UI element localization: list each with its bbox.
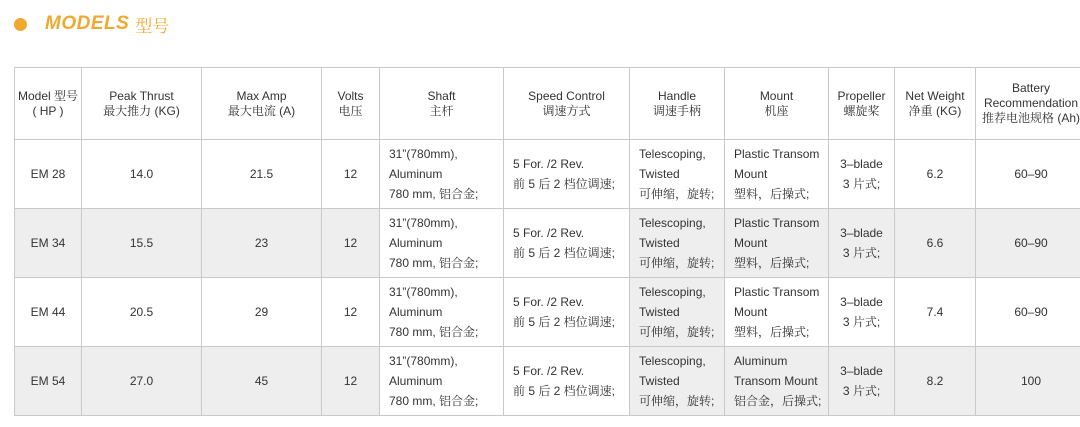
- cell-speed-control: 5 For. /2 Rev. 前 5 后 2 档位调速;: [504, 140, 630, 209]
- cell-max-amp: 29: [202, 278, 322, 347]
- cell-mount: Plastic Transom Mount 塑料，后操式;: [725, 140, 829, 209]
- cell-volts: 12: [322, 140, 380, 209]
- cell-peak-thrust: 20.5: [82, 278, 202, 347]
- cell-peak-thrust: 15.5: [82, 209, 202, 278]
- cell-battery: 100: [976, 347, 1080, 416]
- cell-volts: 12: [322, 347, 380, 416]
- cell-battery: 60–90: [976, 209, 1080, 278]
- col-header-speed-control: Speed Control 调速方式: [504, 68, 630, 140]
- col-header-peak-thrust: Peak Thrust 最大推力 (KG): [82, 68, 202, 140]
- section-heading: [14, 12, 169, 36]
- cell-volts: 12: [322, 278, 380, 347]
- cell-shaft: 31”(780mm), Aluminum 780 mm, 铝合金;: [380, 209, 504, 278]
- cell-shaft: 31”(780mm), Aluminum 780 mm, 铝合金;: [380, 140, 504, 209]
- col-header-model: Model 型号 ( HP ): [15, 68, 82, 140]
- heading-title-en: MODELS: [45, 13, 130, 34]
- cell-max-amp: 23: [202, 209, 322, 278]
- cell-propeller: 3–blade 3 片式;: [829, 209, 895, 278]
- cell-mount: Plastic Transom Mount 塑料，后操式;: [725, 209, 829, 278]
- models-spec-table: [14, 67, 1080, 416]
- cell-battery: 60–90: [976, 140, 1080, 209]
- cell-net-weight: 6.2: [895, 140, 976, 209]
- col-header-max-amp: Max Amp 最大电流 (A): [202, 68, 322, 140]
- col-header-handle: Handle 调速手柄: [630, 68, 725, 140]
- table-header-row: [15, 68, 1080, 140]
- cell-propeller: 3–blade 3 片式;: [829, 140, 895, 209]
- cell-volts: 12: [322, 209, 380, 278]
- cell-net-weight: 8.2: [895, 347, 976, 416]
- cell-peak-thrust: 27.0: [82, 347, 202, 416]
- table-row: [15, 140, 1080, 209]
- cell-mount: Aluminum Transom Mount 铝合金，后操式;: [725, 347, 829, 416]
- col-header-volts: Volts 电压: [322, 68, 380, 140]
- cell-speed-control: 5 For. /2 Rev. 前 5 后 2 档位调速;: [504, 347, 630, 416]
- cell-model: EM 28: [15, 140, 82, 209]
- cell-net-weight: 6.6: [895, 209, 976, 278]
- col-header-net-weight: Net Weight 净重 (KG): [895, 68, 976, 140]
- table-row: [15, 347, 1080, 416]
- cell-handle: Telescoping, Twisted 可伸缩，旋转;: [630, 347, 725, 416]
- cell-max-amp: 21.5: [202, 140, 322, 209]
- cell-battery: 60–90: [976, 278, 1080, 347]
- cell-handle: Telescoping, Twisted 可伸缩，旋转;: [630, 209, 725, 278]
- cell-speed-control: 5 For. /2 Rev. 前 5 后 2 档位调速;: [504, 278, 630, 347]
- table-row: [15, 209, 1080, 278]
- cell-peak-thrust: 14.0: [82, 140, 202, 209]
- cell-shaft: 31”(780mm), Aluminum 780 mm, 铝合金;: [380, 278, 504, 347]
- cell-speed-control: 5 For. /2 Rev. 前 5 后 2 档位调速;: [504, 209, 630, 278]
- col-header-mount: Mount 机座: [725, 68, 829, 140]
- cell-net-weight: 7.4: [895, 278, 976, 347]
- cell-model: EM 34: [15, 209, 82, 278]
- cell-model: EM 54: [15, 347, 82, 416]
- col-header-shaft: Shaft 主杆: [380, 68, 504, 140]
- cell-handle: Telescoping, Twisted 可伸缩，旋转;: [630, 278, 725, 347]
- cell-propeller: 3–blade 3 片式;: [829, 347, 895, 416]
- cell-max-amp: 45: [202, 347, 322, 416]
- bullet-dot-icon: [14, 18, 27, 31]
- cell-shaft: 31”(780mm), Aluminum 780 mm, 铝合金;: [380, 347, 504, 416]
- col-header-propeller: Propeller 螺旋桨: [829, 68, 895, 140]
- heading-title-cn: 型号: [135, 16, 170, 37]
- table-row: [15, 278, 1080, 347]
- cell-model: EM 44: [15, 278, 82, 347]
- col-header-battery: Battery Recommendation 推荐电池规格 (Ah): [976, 68, 1080, 140]
- cell-propeller: 3–blade 3 片式;: [829, 278, 895, 347]
- cell-handle: Telescoping, Twisted 可伸缩，旋转;: [630, 140, 725, 209]
- cell-mount: Plastic Transom Mount 塑料，后操式;: [725, 278, 829, 347]
